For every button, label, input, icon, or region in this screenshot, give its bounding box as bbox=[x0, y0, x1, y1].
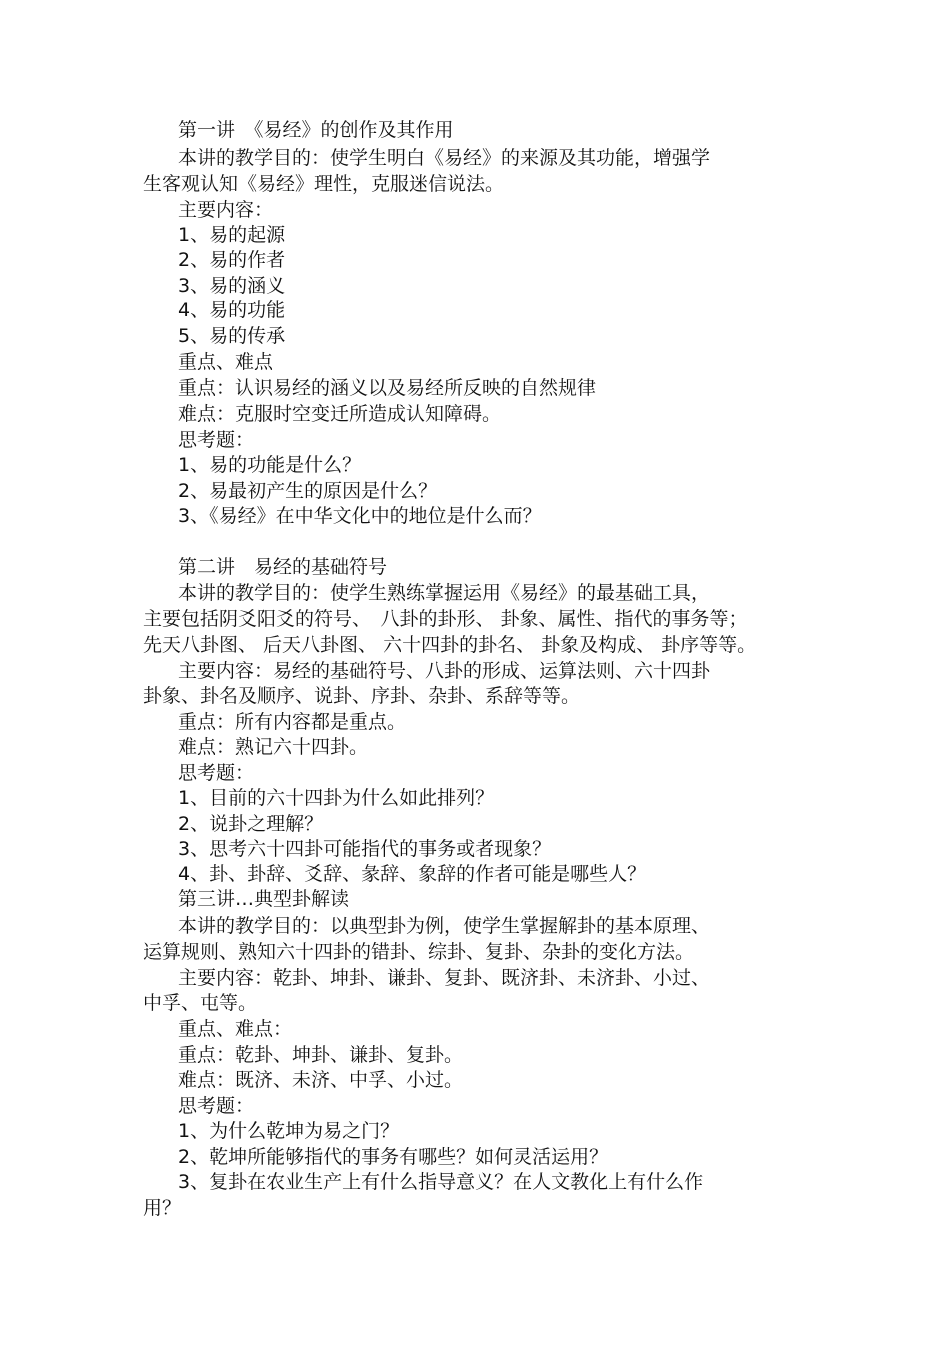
lecture-3-content-line-1: 主要内容：乾卦、坤卦、谦卦、复卦、既济卦、未济卦、小过、 bbox=[178, 967, 711, 989]
lecture-2-content-line-2: 卦象、卦名及顺序、说卦、序卦、杂卦、系辞等等。 bbox=[143, 685, 581, 707]
lecture-1-content-item-2: 2、易的作者 bbox=[178, 249, 286, 271]
lecture-2-objective-line-1: 本讲的教学目的：使学生熟练掌握运用《易经》的最基础工具， bbox=[178, 582, 711, 604]
lecture-2-difficulty: 难点：熟记六十四卦。 bbox=[178, 736, 369, 758]
lecture-3-question-2: 2、乾坤所能够指代的事务有哪些？如何灵活运用？ bbox=[178, 1146, 609, 1168]
lecture-1-focus: 重点：认识易经的涵义以及易经所反映的自然规律 bbox=[178, 377, 597, 399]
lecture-3-focus-heading: 重点、难点： bbox=[178, 1018, 293, 1040]
lecture-1-focus-heading: 重点、难点 bbox=[178, 351, 274, 373]
lecture-2-question-4: 4、卦、卦辞、爻辞、彖辞、象辞的作者可能是哪些人？ bbox=[178, 863, 647, 885]
lecture-3-questions-heading: 思考题： bbox=[178, 1095, 255, 1117]
lecture-2-title: 第二讲 易经的基础符号 bbox=[178, 556, 388, 578]
lecture-3-focus: 重点：乾卦、坤卦、谦卦、复卦。 bbox=[178, 1044, 464, 1066]
lecture-2-focus: 重点：所有内容都是重点。 bbox=[178, 711, 407, 733]
lecture-2-questions-heading: 思考题： bbox=[178, 762, 255, 784]
lecture-2-question-2: 2、说卦之理解？ bbox=[178, 813, 324, 835]
lecture-3-question-3-continued: 用？ bbox=[143, 1197, 182, 1219]
lecture-3-question-1: 1、为什么乾坤为易之门？ bbox=[178, 1120, 400, 1142]
lecture-2-objective-line-2: 主要包括阴爻阳爻的符号、 八卦的卦形、 卦象、属性、指代的事务等； bbox=[143, 608, 748, 630]
lecture-1-content-item-1: 1、易的起源 bbox=[178, 224, 286, 246]
lecture-1-question-3: 3、《易经》在中华文化中的地位是什么而？ bbox=[178, 505, 542, 527]
lecture-2-objective-line-3: 先天八卦图、 后天八卦图、 六十四卦的卦名、 卦象及构成、 卦序等等。 bbox=[143, 634, 757, 656]
lecture-3-difficulty: 难点：既济、未济、中孚、小过。 bbox=[178, 1069, 464, 1091]
lecture-3-question-3: 3、复卦在农业生产上有什么指导意义？在人文教化上有什么作 bbox=[178, 1171, 704, 1193]
lecture-2-question-1: 1、目前的六十四卦为什么如此排列？ bbox=[178, 787, 495, 809]
lecture-2-content-line-1: 主要内容：易经的基础符号、八卦的形成、运算法则、六十四卦 bbox=[178, 660, 711, 682]
lecture-1-content-heading: 主要内容： bbox=[178, 199, 274, 221]
lecture-1-title: 第一讲 《易经》的创作及其作用 bbox=[178, 119, 454, 141]
lecture-1-content-item-3: 3、易的涵义 bbox=[178, 275, 286, 297]
lecture-3-content-line-2: 中孚、屯等。 bbox=[143, 992, 258, 1014]
lecture-1-difficulty: 难点：克服时空变迁所造成认知障碍。 bbox=[178, 403, 502, 425]
lecture-1-content-item-5: 5、易的传承 bbox=[178, 325, 286, 347]
lecture-2-question-3: 3、思考六十四卦可能指代的事务或者现象？ bbox=[178, 838, 552, 860]
lecture-1-question-2: 2、易最初产生的原因是什么？ bbox=[178, 480, 438, 502]
lecture-1-questions-heading: 思考题： bbox=[178, 429, 255, 451]
lecture-3-objective-line-2: 运算规则、熟知六十四卦的错卦、综卦、复卦、杂卦的变化方法。 bbox=[143, 941, 695, 963]
lecture-1-objective-line-1: 本讲的教学目的：使学生明白《易经》的来源及其功能，增强学 bbox=[178, 147, 711, 169]
lecture-1-question-1: 1、易的功能是什么？ bbox=[178, 454, 362, 476]
lecture-3-title: 第三讲…典型卦解读 bbox=[178, 888, 350, 910]
lecture-1-content-item-4: 4、易的功能 bbox=[178, 299, 286, 321]
lecture-1-objective-line-2: 生客观认知《易经》理性，克服迷信说法。 bbox=[143, 173, 505, 195]
lecture-3-objective-line-1: 本讲的教学目的：以典型卦为例，使学生掌握解卦的基本原理、 bbox=[178, 915, 711, 937]
